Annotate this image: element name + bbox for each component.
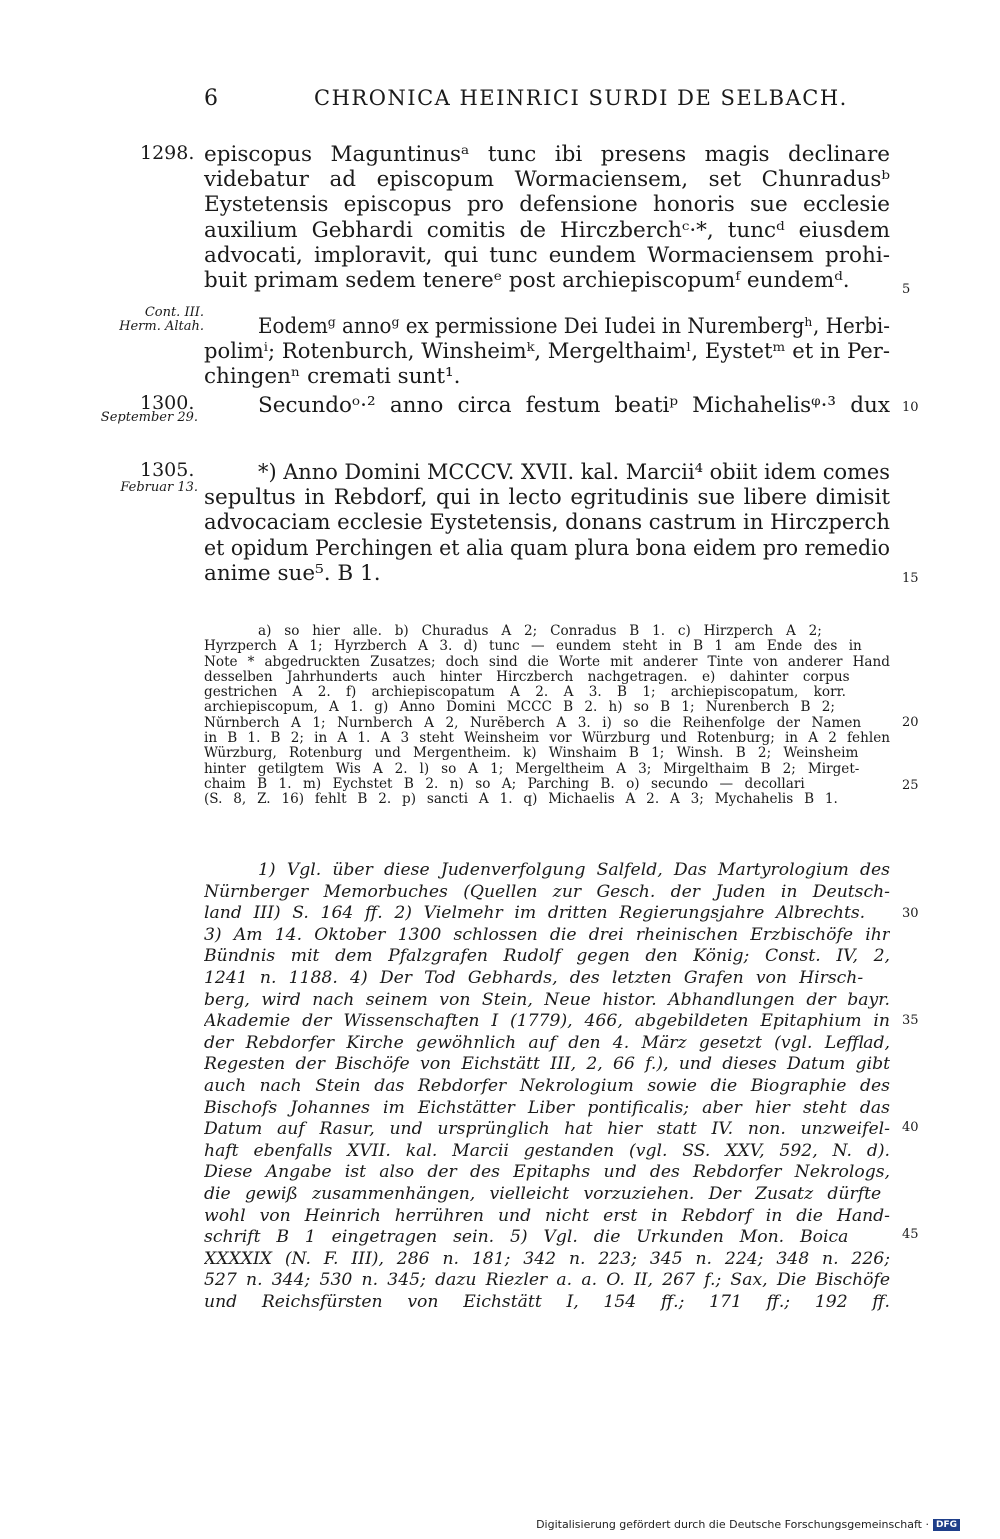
page-header [204, 86, 890, 116]
note-line: 527 n. 344; 530 n. 345; dazu Riezler a. a. O. II, 267 f.; Sax, Die Bischöfe [204, 1270, 890, 1291]
margin-source-herm: Herm. Altah. [119, 319, 204, 334]
text-line: auxilium Gebhardi comitis de Hirczberchᶜ·*, tuncᵈ eiusdem [204, 217, 890, 243]
line-number: 45 [902, 1227, 919, 1242]
line-number: 30 [902, 906, 919, 921]
margin-date-1305: Februar 13. [120, 480, 198, 495]
apparatus-line: (S. 8, Z. 16) fehlt B 2. p) sancti A 1. q) Michaelis A 2. A 3; Mychahelis B 1. [204, 792, 838, 808]
note-line: schrift B 1 eingetragen sein. 5) Vgl. die Urkunden Mon. Boica [204, 1227, 849, 1248]
line-number: 5 [902, 282, 911, 297]
text-line: advocati, imploravit, qui tunc eundem Wormaciensem prohi- [204, 242, 890, 268]
note-line: 1) Vgl. über diese Judenverfolgung Salfeld, Das Martyrologium des [258, 860, 890, 880]
note-line: Datum auf Rasur, und ursprünglich hat hier statt IV. non. unzweifel- [204, 1119, 890, 1140]
critical-apparatus [204, 624, 890, 808]
text-line: et opidum Perchingen et alia quam plura bona eidem pro remedio [204, 535, 890, 561]
apparatus-line: hinter getilgtem Wis A 2. l) so A 1; Mergeltheim A 3; Mirgelthaim B 2; Mirget- [204, 761, 860, 777]
text-line: videbatur ad episcopum Wormaciensem, set Chunradusᵇ [204, 167, 890, 193]
digitization-credit [536, 1518, 960, 1531]
text-line: advocaciam ecclesie Eystetensis, donans castrum in Hirczperch [204, 510, 890, 536]
text-line: sepultus in Rebdorf, qui in lecto egritudinis sue libere dimisit [204, 485, 890, 511]
note-line: Bischofs Johannes im Eichstätter Liber pontificalis; aber hier steht das [204, 1097, 890, 1118]
apparatus-line: Hyrzperch A 1; Hyrzberch A 3. d) tunc — eundem steht in B 1 am Ende des in [204, 639, 862, 655]
text-line: Eystetensis episcopus pro defensione honoris sue ecclesie [204, 192, 890, 218]
note-line: Akademie der Wissenschaften I (1779), 466, abgebildeten Epitaphium in [204, 1011, 890, 1032]
apparatus-line: desselben Jahrhunderts auch hinter Hirczberch nachgetragen. e) dahinter corpus [204, 669, 850, 685]
line-number: 40 [902, 1120, 919, 1135]
apparatus-line: gestrichen A 2. f) archiepiscopatum A 2. A 3. B 1; archiepiscopatum, korr. [204, 685, 846, 701]
apparatus-line: a) so hier alle. b) Churadus A 2; Conradus B 1. c) Hirzperch A 2; [258, 624, 822, 639]
line-number: 35 [902, 1013, 919, 1028]
text-line: Eodemᵍ annoᵍ ex permissione Dei Iudei in Nurembergʰ, Herbi- [258, 314, 890, 339]
text-line: buit primam sedem tenereᵉ post archiepiscopumᶠ eundemᵈ. [204, 268, 850, 294]
paragraph-1305-addition [204, 460, 890, 586]
note-line: berg, wird nach seinem von Stein, Neue histor. Abhandlungen der bayr. [204, 989, 890, 1010]
note-line: Nürnberger Memorbuches (Quellen zur Gesch. der Juden in Deutsch- [204, 881, 890, 902]
text-line: chingenⁿ cremati sunt¹. [204, 364, 461, 390]
note-line: Regesten der Bischöfe von Eichstätt III, 2, 66 f.), und dieses Datum gibt [204, 1054, 890, 1075]
page-number: 6 [204, 86, 218, 111]
apparatus-line: in B 1. B 2; in A 1. A 3 steht Weinsheim vor Würzburg und Rotenburg; in A 2 fehlen [204, 731, 890, 747]
text-line: anime sue⁵. B 1. [204, 560, 381, 586]
margin-source [94, 306, 204, 334]
note-line: 3) Am 14. Oktober 1300 schlossen die drei rheinischen Erzbischöfe ihr [204, 924, 890, 945]
note-line: haft ebenfalls XVII. kal. Marcii gestanden (vgl. SS. XXV, 592, N. d). [204, 1140, 890, 1161]
apparatus-line: Note * abgedruckten Zusatzes; doch sind die Worte mit anderer Tinte von anderer Hand [204, 654, 890, 670]
line-number: 15 [902, 571, 919, 586]
margin-year-1300: 1300. [140, 392, 195, 414]
text-line: episcopus Maguntinusᵃ tunc ibi presens magis declinare [204, 142, 890, 167]
apparatus-line: Würzburg, Rotenburg und Mergentheim. k) Winshaim B 1; Winsh. B 2; Weinsheim [204, 746, 859, 762]
paragraph-eodem-anno [204, 314, 890, 390]
note-line: Bündnis mit dem Pfalzgrafen Rudolf gegen den König; Const. IV, 2, [204, 946, 890, 967]
margin-year-1298: 1298. [140, 142, 195, 164]
paragraph-1298 [204, 142, 890, 293]
margin-date-1300: September 29. [100, 410, 198, 425]
note-line: Diese Angabe ist also der des Epitaphs und des Rebdorfer Nekrologs, [204, 1162, 890, 1183]
apparatus-line: chaim B 1. m) Eychstet B 2. n) so A; Parching B. o) secundo — decollari [204, 776, 805, 792]
note-line: wohl von Heinrich herrühren und nicht erst in Rebdorf in die Hand- [204, 1205, 890, 1226]
note-line: die gewiß zusammenhängen, vielleicht vorzuziehen. Der Zusatz dürfte [204, 1183, 882, 1204]
apparatus-line: archiepiscopum, A 1. g) Anno Domini MCCC B 2. h) so B 1; Nurenberch B 2; [204, 700, 835, 716]
text-line: *) Anno Domini MCCCV. XVII. kal. Marcii⁴ obiit idem comes [258, 460, 890, 485]
dfg-logo: DFG [933, 1519, 960, 1531]
margin-year-1305: 1305. [140, 459, 195, 481]
apparatus-line: Nůrnberch A 1; Nurnberch A 2, Nurĕberch A 3. i) so die Reihenfolge der Namen [204, 715, 862, 731]
margin-source-cont: Cont. III. [144, 305, 204, 320]
paragraph-secundo [204, 393, 890, 418]
note-line: XXXXIX (N. F. III), 286 n. 181; 342 n. 223; 345 n. 224; 348 n. 226; [204, 1248, 890, 1269]
line-number: 10 [902, 400, 919, 415]
running-title: CHRONICA HEINRICI SURDI DE SELBACH. [314, 86, 848, 110]
note-line: land III) S. 164 ff. 2) Vielmehr im dritten Regierungsjahre Albrechts. [204, 903, 866, 924]
note-line: 1241 n. 1188. 4) Der Tod Gebhards, des letzten Grafen von Hirsch- [204, 967, 864, 988]
line-number: 20 [902, 715, 919, 730]
note-line: der Rebdorfer Kirche gewöhnlich auf den 4. März gesetzt (vgl. Lefflad, [204, 1032, 890, 1053]
historical-notes [204, 860, 890, 1313]
note-line: auch nach Stein das Rebdorfer Nekrologium sowie die Biographie des [204, 1075, 890, 1096]
text-line: polimⁱ; Rotenburch, Winsheimᵏ, Mergelthaimˡ, Eystetᵐ et in Per- [204, 339, 890, 365]
credit-text: Digitalisierung gefördert durch die Deutsche Forschungsgemeinschaft · [536, 1518, 929, 1531]
text-line: Secundoᵒ·² anno circa festum beatiᵖ Michahelisᵠ·³ dux [258, 393, 890, 418]
line-number: 25 [902, 778, 919, 793]
note-line: und Reichsfürsten von Eichstätt I, 154 ff.; 171 ff.; 192 ff. [204, 1291, 890, 1312]
